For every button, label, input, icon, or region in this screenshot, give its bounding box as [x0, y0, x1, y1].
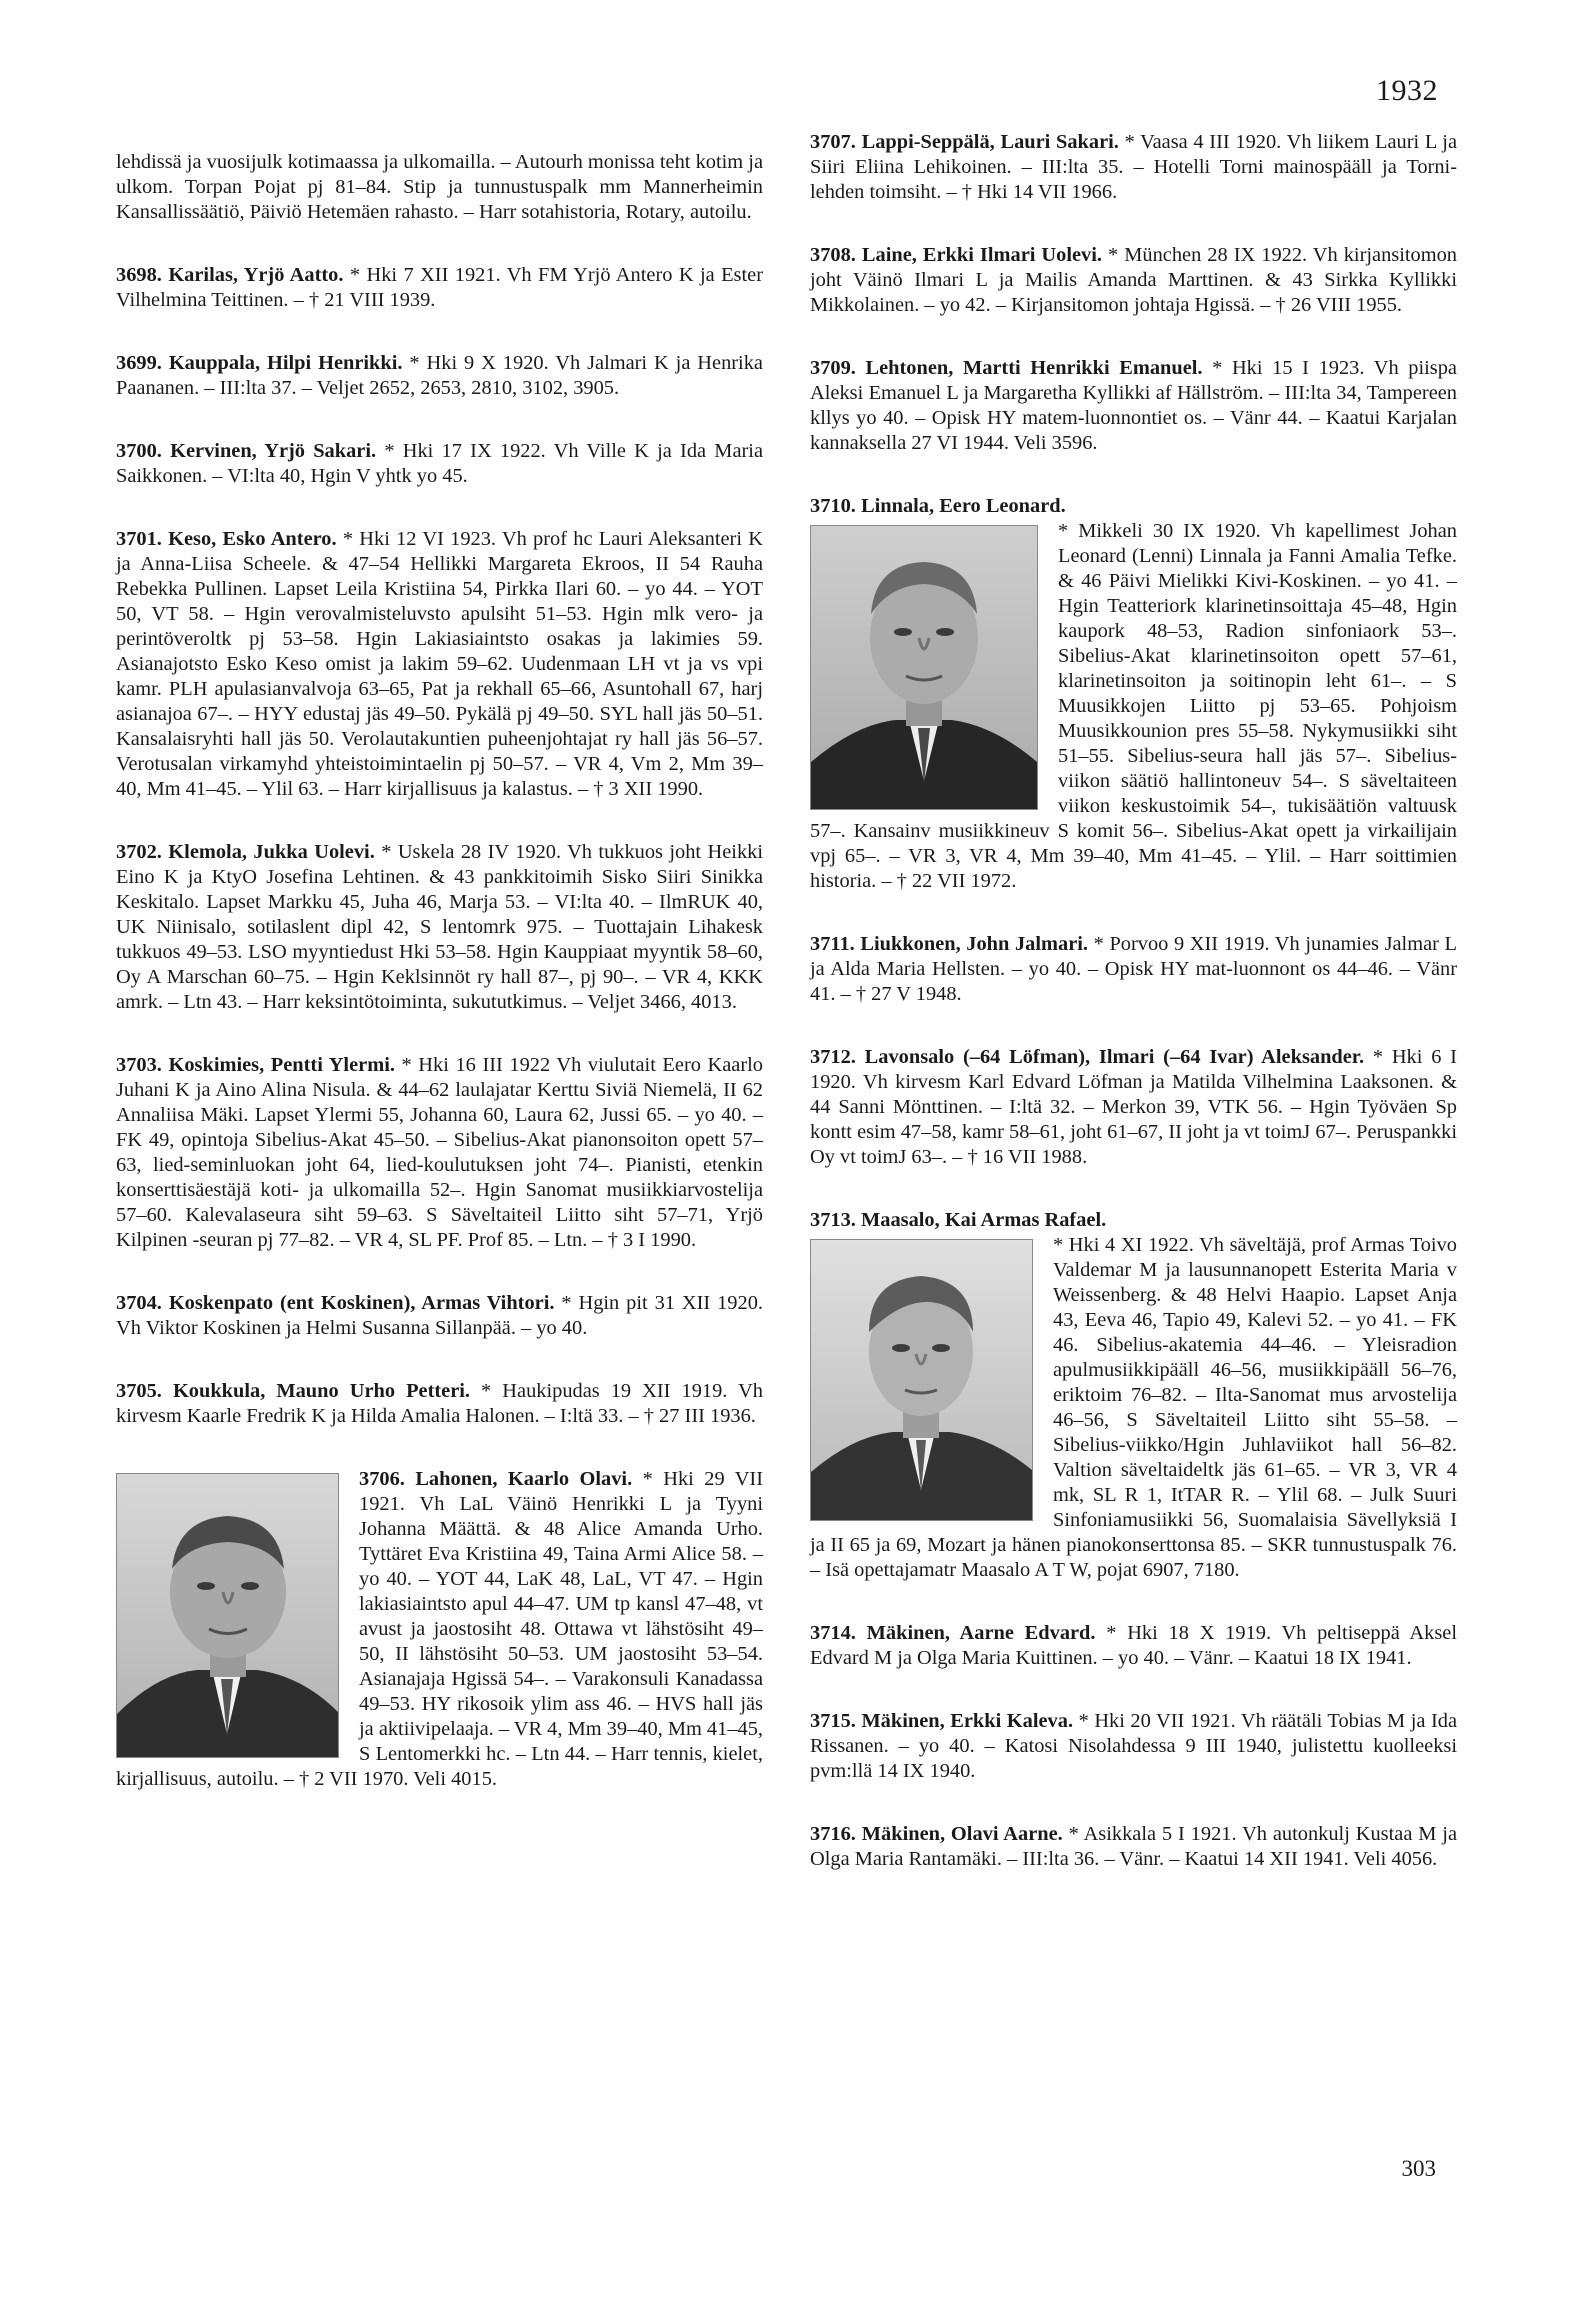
biography-entry-3698: [116, 263, 763, 313]
biography-entry-3710: [810, 494, 1457, 894]
entry-name: Mäkinen, Aarne Edvard.: [866, 1622, 1096, 1644]
entry-text: * Hki 12 VI 1923. Vh prof hc Lauri Aleksanteri K ja Anna-Liisa Scheele. & 47–54 Hellikki Margareta Ekroos, II 54 Rauha Rebekka Pullinen. Lapset Leila Kristiina 54, Pirkka Ilari 60. – yo 44. – YOT 50, VT 58. – Hgin verovalmisteluvsto apulsiht 51–53. Hgin mlk vero- ja perintöveroltk pj 53–58. Hgin Lakiasiaintsto osakas ja lakimies 59. Asianajotsto Esko Keso omist ja lakim 59–62. Uudenmaan LH vt ja vs vpi kamr. PLH apulasianvalvoja 63–65, Pat ja rekhall 65–66, Asuntohall 67, harj asianajoa 67–. – HYY edustaj jäs 49–50. Pykälä pj 49–50. SYL hall jäs 50–51. Kansalaisryhti hall jäs 50. Verolautakuntien puheenjohtajat ry hall jäs 56–57. Verotusalan virkamyhd yhteistoimintaelin pj 50–57. – VR 4, Vm 2, Mm 39–40, Mm 41–45. – Ylil 63. – Harr kirjallisuus ja kalastus. – † 3 XII 1990.: [116, 528, 763, 801]
entry-text: * Asikkala 5 I 1921. Vh autonkulj Kustaa M ja Olga Maria Rantamäki. – III:lta 36. – Vänr. – Kaatui 14 XII 1941. Veli 4056.: [810, 1823, 1457, 1870]
biography-entry-3701: [116, 527, 763, 802]
entry-number: 3711.: [810, 933, 855, 955]
biography-entry-3709: [810, 356, 1457, 456]
entry-number: 3706.: [359, 1468, 405, 1491]
biography-entry-3706: [116, 1467, 763, 1792]
entry-number: 3716.: [810, 1823, 856, 1845]
entry-name: Maasalo, Kai Armas Rafael.: [861, 1209, 1107, 1231]
entry-name: Mäkinen, Olavi Aarne.: [861, 1823, 1063, 1845]
right-column: [810, 130, 1457, 1910]
entry-name: Koskimies, Pentti Ylermi.: [168, 1054, 395, 1077]
entry-number: 3700.: [116, 440, 162, 463]
page-number: 303: [1401, 2156, 1436, 2181]
entry-text: * Hki 16 III 1922 Vh viulutait Eero Kaarlo Juhani K ja Aino Alina Nisula. & 44–62 laulajatar Kerttu Siviä Niemelä, II 62 Annaliisa Mäki. Lapset Ylermi 55, Johanna 60, Laura 62, Jussi 65. – yo 40. – FK 49, opintoja Sibelius-Akat 45–50. – Sibelius-Akat pianonsoiton opett 57–63, lied-seminluokan joht 64, lied-koulutuksen joht 74–. Pianisti, etenkin konserttisäestäjä koti- ja ulkomailla 52–. Hgin Sanomat musiikkiarvostelija 57–60. Kalevalaseura siht 59–63. S Säveltaiteil Liitto siht 57–71, Yrjö Kilpinen -seuran pj 77–82. – VR 4, SL PF. Prof 85. – Ltn. – † 3 I 1990.: [116, 1054, 763, 1252]
entry-number: 3698.: [116, 264, 162, 287]
biography-entry-3702: [116, 840, 763, 1015]
portrait-photo-lahonen: [116, 1473, 339, 1758]
entry-text: * Hgin pit 31 XII 1920. Vh Viktor Koskinen ja Helmi Susanna Sillanpää. – yo 40.: [116, 1292, 763, 1340]
biography-entry-3699: [116, 351, 763, 401]
entry-text: * Hki 20 VII 1921. Vh räätäli Tobias M ja Ida Rissanen. – yo 40. – Katosi Nisolahdessa 9 III 1940, julistettu kuolleeksi pvm:llä 14 IX 1940.: [810, 1710, 1457, 1782]
biography-entry-3712: [810, 1045, 1457, 1170]
entry-number: 3705.: [116, 1380, 162, 1403]
portrait-photo-maasalo: [810, 1239, 1033, 1521]
entry-name: Koskenpato (ent Koskinen), Armas Vihtori.: [168, 1292, 555, 1315]
entry-number: 3702.: [116, 841, 162, 864]
entry-text: * Vaasa 4 III 1920. Vh liikem Lauri L ja Siiri Eliina Lehikoinen. – III:lta 35. – Hotelli Torni mainospääll ja Torni-lehden toimsiht. – † Hki 14 VII 1966.: [810, 131, 1458, 203]
entry-text: * Haukipudas 19 XII 1919. Vh kirvesm Kaarle Fredrik K ja Hilda Amalia Halonen. – I:ltä 33. – † 27 III 1936.: [116, 1380, 763, 1428]
entry-text: * Uskela 28 IV 1920. Vh tukkuos joht Heikki Eino K ja KtyO Josefina Lehtinen. & 43 pankkitoimih Sisko Siiri Sinikka Keskitalo. Lapset Markku 45, Juha 46, Marja 53. – VI:lta 40. – IlmRUK 40, UK Niinisalo, sotilaslent dipl 42, S lentomrk 975. – Tuottajain Lihakesk tukkuos 49–53. LSO myyntiedust Hki 53–58. Hgin Kauppiaat myyntik 58–60, Oy A Marschan 60–75. – Hgin Keklsinnöt ry hall 87–, pj 90–. – VR 4, KKK amrk. – Ltn 43. – Harr keksintötoiminta, sukututkimus. – Veljet 3466, 4013.: [116, 841, 763, 1014]
entry-name: Linnala, Eero Leonard.: [861, 495, 1066, 517]
biography-entry-3704: [116, 1291, 763, 1341]
portrait-photo-linnala: [810, 525, 1038, 810]
entry-name: Lehtonen, Martti Henrikki Emanuel.: [865, 357, 1203, 379]
entry-name: Lappi-Seppälä, Lauri Sakari.: [861, 131, 1119, 153]
biography-entry-3708: [810, 243, 1457, 318]
continued-entry-text: lehdissä ja vuosijulk kotimaassa ja ulkomailla. – Autourh monissa teht kotim ja ulkom. Torpan Pojat pj 81–84. Stip ja tunnustuspalk mm Mannerheimin Kansallissäätiö, Päiviö Hetemäen rahasto. – Harr sotahistoria, Rotary, autoilu.: [116, 151, 763, 224]
biography-entry-3703: [116, 1053, 763, 1253]
entry-text: * Hki 9 X 1920. Vh Jalmari K ja Henrika Paananen. – III:lta 37. – Veljet 2652, 2653, 2810, 3102, 3905.: [116, 352, 763, 400]
entry-number: 3703.: [116, 1054, 162, 1077]
left-column: [116, 130, 763, 1830]
entry-text: * Hki 7 XII 1921. Vh FM Yrjö Antero K ja Ester Vilhelmina Teittinen. – † 21 VIII 1939.: [116, 264, 763, 312]
entry-name: Karilas, Yrjö Aatto.: [168, 264, 344, 287]
biography-entry-3714: [810, 1621, 1457, 1671]
entry-name: Lavonsalo (–64 Löfman), Ilmari (–64 Ivar) Aleksander.: [864, 1046, 1365, 1068]
biography-entry-3716: [810, 1822, 1457, 1872]
entry-name: Kervinen, Yrjö Sakari.: [170, 440, 377, 463]
biography-entry-3715: [810, 1709, 1457, 1784]
entry-number: 3701.: [116, 528, 162, 551]
biography-entry-3705: [116, 1379, 763, 1429]
biography-entry-3700: [116, 439, 763, 489]
entry-name: Kauppala, Hilpi Henrikki.: [168, 352, 403, 375]
entry-name: Lahonen, Kaarlo Olavi.: [415, 1468, 633, 1491]
entry-text: * Hki 4 XI 1922. Vh säveltäjä, prof Armas Toivo Valdemar M ja lausunnanopett Esterita Maria v Weissenberg. & 48 Helvi Haapio. Lapset Anja 43, Eeva 46, Tapio 49, Kalevi 52. – yo 41. – FK 46. Sibelius-akatemia 44–46. – Yleisradion apulmusiikkipääll 46–56, musiikkipääll 56–76, eriktoim 76–82. – Ilta-Sanomat mus arvostelija 46–56, S Säveltaiteil Liitto siht 55–58. – Sibelius-viikko/Hgin Juhlaviikot hall 56–82. Valtion säveltaideltk jäs 61–65. – VR 3, VR 4 mk, SL R 1, ItTAR R. – Ylil 68. – Julk Suuri Sinfoniamusiikki 56, Suomalaisia Sävellyksiä I ja II 65 ja 69, Mozart ja hänen pianokonserttonsa 85. – SKR tunnustuspalk 76. – Isä opettajamatr Maasalo A T W, pojat 6907, 7180.: [810, 1234, 1457, 1581]
entry-number: 3710.: [810, 495, 856, 517]
entry-number: 3708.: [810, 244, 856, 266]
entry-text: * München 28 IX 1922. Vh kirjansitomon joht Väinö Ilmari L ja Mailis Amanda Marttinen. & 43 Sirkka Kyllikki Mikkolainen. – yo 42. – Kirjansitomon johtaja Hgissä. – † 26 VIII 1955.: [810, 244, 1457, 316]
entry-name: Koukkula, Mauno Urho Petteri.: [172, 1380, 471, 1403]
entry-text: * Hki 6 I 1920. Vh kirvesm Karl Edvard Löfman ja Matilda Vilhelmina Laaksonen. & 44 Sanni Mönttinen. – I:ltä 32. – Merkon 39, VTK 56. – Hgin Työväen Sp kontt esim 47–58, kamr 58–61, joht 61–67, II joht ja vt toimJ 67–. Peruspankki Oy vt toimJ 63–. – † 16 VII 1988.: [810, 1046, 1457, 1168]
entry-text: * Hki 17 IX 1922. Vh Ville K ja Ida Maria Saikkonen. – VI:lta 40, Hgin V yhtk yo 45.: [116, 440, 763, 488]
entry-name: Laine, Erkki Ilmari Uolevi.: [861, 244, 1103, 266]
entry-text: * Porvoo 9 XII 1919. Vh junamies Jalmar L ja Alda Maria Hellsten. – yo 40. – Opisk HY mat-luonnont os 44–46. – Vänr 41. – † 27 V 1948.: [810, 933, 1457, 1005]
entry-text: * Hki 29 VII 1921. Vh LaL Väinö Henrikki L ja Tyyni Johanna Määttä. & 48 Alice Amanda Urho. Tyttäret Eva Kristiina 49, Taina Armi Alice 58. – yo 40. – YOT 44, LaK 48, LaL, VT 47. – Hgin lakiasiaintsto apul 44–47. UM tp kansl 47–48, vt avust ja jaostosiht 48. Ottawa vt lähstösiht 49–50, II lähstösiht 50–53. UM jaostosiht 53–54. Asianajaja Hgissä 54–. – Varakonsuli Kanadassa 49–53. HY rikosoik ylim ass 46. – HVS hall jäs ja aktiivipelaaja. – VR 4, Mm 39–40, Mm 41–45, S Lentomerkki hc. – Ltn 44. – Harr tennis, kielet, kirjallisuus, autoilu. – † 2 VII 1970. Veli 4015.: [116, 1468, 763, 1791]
entry-name: Klemola, Jukka Uolevi.: [168, 841, 375, 864]
entry-number: 3712.: [810, 1046, 856, 1068]
entry-number: 3715.: [810, 1710, 856, 1732]
biography-entry-3707: [810, 130, 1457, 205]
entry-number: 3713.: [810, 1209, 856, 1231]
entry-text: * Hki 15 I 1923. Vh piispa Aleksi Emanuel L ja Margaretha Kyllikki af Hällström. – III:lta 34, Tampereen kllys yo 40. – Opisk HY matem-luonnontiet os. – Vänr 44. – Kaatui Karjalan kannaksella 27 VI 1944. Veli 3596.: [810, 357, 1457, 454]
biography-entry-3711: [810, 932, 1457, 1007]
entry-text: * Hki 18 X 1919. Vh peltiseppä Aksel Edvard M ja Olga Maria Kuittinen. – yo 40. – Vänr. – Kaatui 18 IX 1941.: [810, 1622, 1457, 1669]
entry-number: 3704.: [116, 1292, 162, 1315]
entry-name: Keso, Esko Antero.: [168, 528, 337, 551]
page-header-year: 1932: [1376, 74, 1438, 107]
entry-number: 3714.: [810, 1622, 856, 1644]
entry-number: 3707.: [810, 131, 856, 153]
entry-number: 3699.: [116, 352, 162, 375]
entry-number: 3709.: [810, 357, 856, 379]
entry-name: Mäkinen, Erkki Kaleva.: [861, 1710, 1074, 1732]
entry-text: * Mikkeli 30 IX 1920. Vh kapellimest Johan Leonard (Lenni) Linnala ja Fanni Amalia Tefke. & 46 Päivi Mielikki Kivi-Koskinen. – yo 41. – Hgin Teatteriork klarinetinsoittaja 45–48, Hgin kaupork 48–53, Radion sinfoniaork 53–. Sibelius-Akat klarinetinsoiton opett 57–61, klarinetinsoiton ja soitinopin leht 61–. – S Muusikkojen Liitto pj 53–65. Pohjoism Muusikkounion pres 55–58. Nykymusiikki siht 51–55. Sibelius-seura hall jäs 57–. Sibelius-viikon säätiö hallintoneuv 54–. S säveltaiteen viikon keskustoimik 54–, tukisäätiön valtuusk 57–. Kansainv musiikkineuv S komit 56–. Sibelius-Akat opett ja virkailijain vpj 65–. – VR 3, VR 4, Mm 39–40, Mm 41–45. – Ylil. – Harr soittimien historia. – † 22 VII 1972.: [810, 520, 1457, 892]
biography-entry-3713: [810, 1208, 1457, 1583]
entry-name: Liukkonen, John Jalmari.: [860, 933, 1089, 955]
